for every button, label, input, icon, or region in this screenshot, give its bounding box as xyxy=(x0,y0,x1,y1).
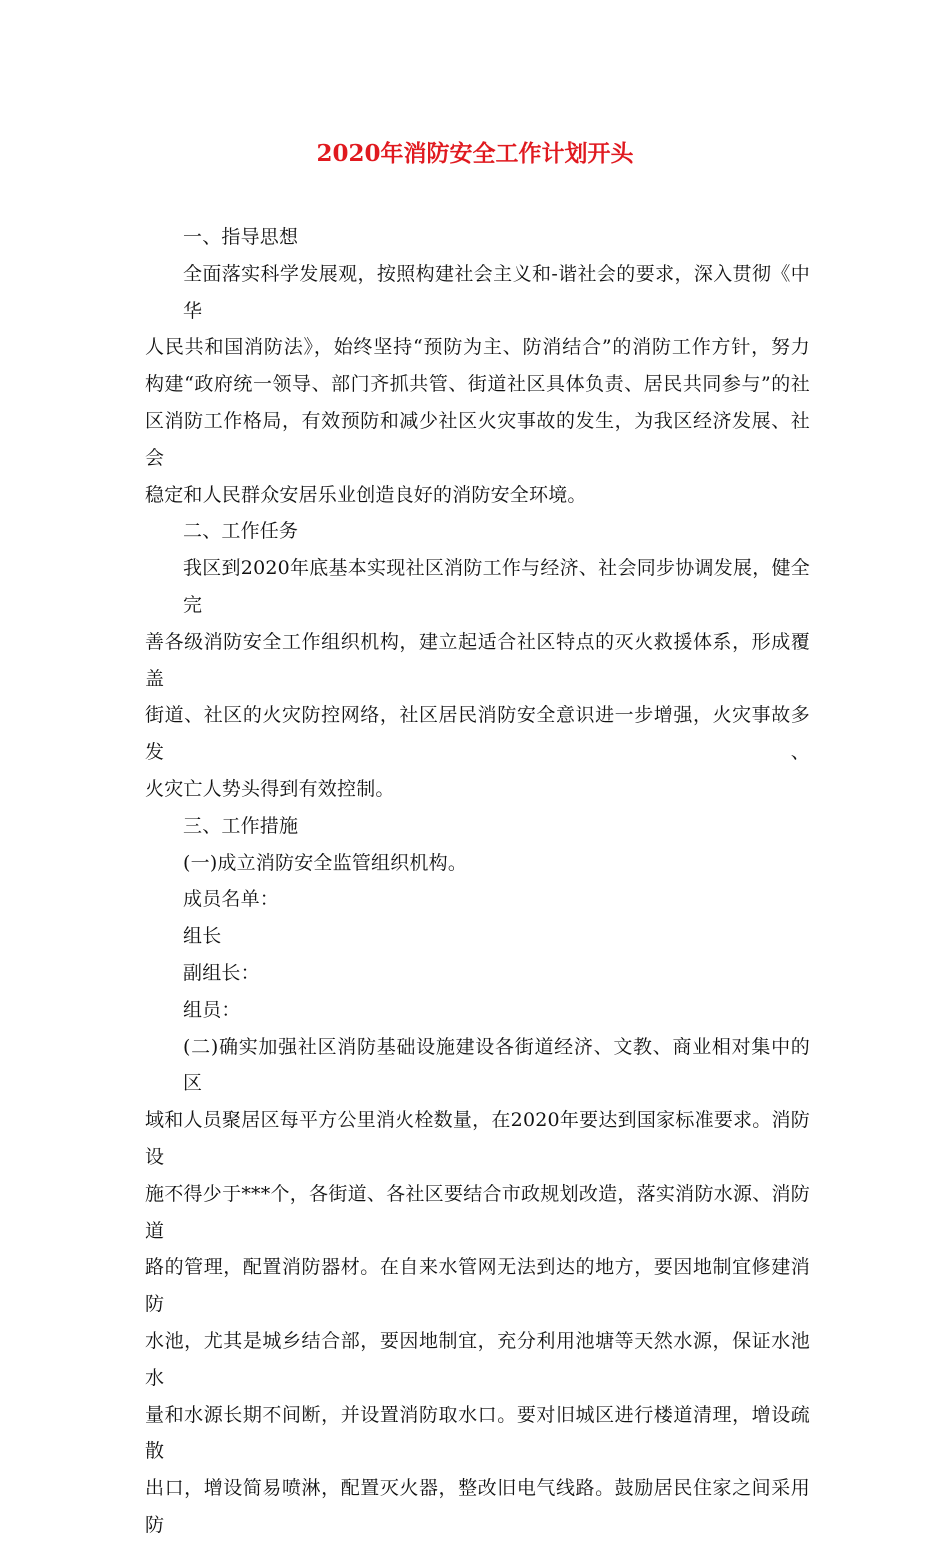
paragraph-line: 我区到2020年底基本实现社区消防工作与经济、社会同步协调发展，健全完 xyxy=(183,557,810,616)
paragraph-measure-item-2 xyxy=(145,1029,810,1544)
paragraph-work-tasks xyxy=(145,550,810,808)
paragraph-line: 量和水源长期不间断，并设置消防取水口。要对旧城区进行楼道清理，增设疏散 xyxy=(145,1403,810,1463)
paragraph-line: 水池，尤其是城乡结合部，要因地制宜，充分利用池塘等天然水源，保证水池水 xyxy=(145,1329,810,1389)
paragraph-line: 构建“政府统一领导、部门齐抓共管、街道社区具体负责、居民共同参与”的社 xyxy=(145,373,810,396)
paragraph-line: 人民共和国消防法》，始终坚持“预防为主、防消结合”的消防工作方针，努力 xyxy=(145,336,810,359)
leader-label: 组长 xyxy=(183,925,222,948)
paragraph-line: 施不得少于***个，各街道、各社区要结合市政规划改造，落实消防水源、消防道 xyxy=(145,1182,810,1242)
paragraph-line: 全面落实科学发展观，按照构建社会主义和-谐社会的要求，深入贯彻《中华 xyxy=(183,262,810,322)
paragraph-line: 路的管理，配置消防器材。在自来水管网无法到达的地方，要因地制宜修建消防 xyxy=(145,1256,810,1316)
team-members-label: 组员： xyxy=(183,998,241,1021)
paragraph-line: 域和人员聚居区每平方公里消火栓数量，在2020年要达到国家标准要求。消防设 xyxy=(145,1109,810,1168)
document-title: 2020年消防安全工作计划开头 xyxy=(316,140,634,167)
section-heading-work-tasks: 二、工作任务 xyxy=(183,520,299,543)
paragraph-line: 区消防工作格局，有效预防和减少社区火灾事故的发生，为我区经济发展、社会 xyxy=(145,409,810,469)
paragraph-line: (二)确实加强社区消防基础设施建设各街道经济、文教、商业相对集中的区 xyxy=(183,1035,810,1095)
section-heading-guiding-ideology: 一、指导思想 xyxy=(183,226,299,248)
document-body xyxy=(145,219,810,1544)
paragraph-line: 火灾亡人势头得到有效控制。 xyxy=(145,777,395,800)
paragraph-line: 善各级消防安全工作组织机构，建立起适合社区特点的灭火救援体系，形成覆盖 xyxy=(145,630,810,690)
paragraph-line: 出口，增设简易喷淋，配置灭火器，整改旧电气线路。鼓励居民住家之间采用防 xyxy=(145,1477,810,1536)
section-heading-work-measures: 三、工作措施 xyxy=(183,814,299,837)
measure-item-1: (一)成立消防安全监管组织机构。 xyxy=(183,851,468,874)
paragraph-line: 街道、社区的火灾防控网络，社区居民消防安全意识进一步增强，火灾事故多发、 xyxy=(145,704,810,764)
deputy-leader-label: 副组长： xyxy=(183,961,260,984)
paragraph-guiding-ideology xyxy=(145,256,810,514)
members-label: 成员名单： xyxy=(183,888,280,911)
paragraph-line: 稳定和人民群众安居乐业创造良好的消防安全环境。 xyxy=(145,483,587,506)
